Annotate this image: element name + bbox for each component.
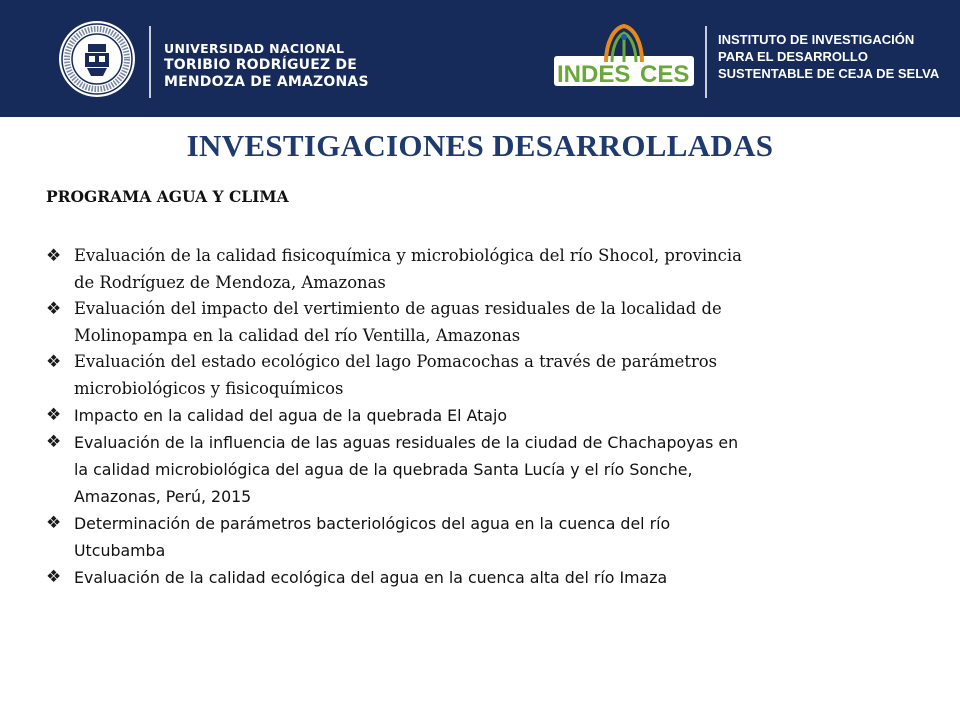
university-name-line1: UNIVERSIDAD NACIONAL	[164, 41, 345, 56]
research-list	[46, 243, 926, 591]
list-item: ❖ Evaluación del estado ecológico del lago Pomacochas a través de parámetros microbiológicos y fisicoquímicos	[46, 349, 926, 402]
header-divider-right	[705, 26, 707, 98]
university-name	[164, 41, 369, 91]
indes-ces-logo	[554, 22, 694, 90]
diamond-star-icon: ❖	[46, 246, 62, 266]
list-item: ❖ Impacto en la calidad del agua de la quebrada El Atajo	[46, 402, 926, 429]
list-item: ❖ Determinación de parámetros bacteriológicos del agua en la cuenca del río Utcubamba	[46, 510, 926, 564]
diamond-star-icon: ❖	[46, 513, 62, 533]
university-name-line2: TORIBIO RODRÍGUEZ DE	[164, 57, 358, 73]
diamond-star-icon: ❖	[46, 405, 62, 425]
program-heading: PROGRAMA AGUA Y CLIMA	[46, 187, 289, 206]
diamond-star-icon: ❖	[46, 352, 62, 372]
list-item: ❖ Evaluación del impacto del vertimiento de aguas residuales de la localidad de Molinopampa en la calidad del río Ventilla, Amazonas	[46, 296, 926, 349]
svg-text:INDES: INDES	[557, 61, 631, 88]
institute-name-line2: PARA EL DESARROLLO	[718, 49, 868, 64]
institute-name-line1: INSTITUTO DE INVESTIGACIÓN	[718, 32, 915, 47]
university-name-line3: MENDOZA DE AMAZONAS	[164, 74, 369, 90]
list-item: ❖ Evaluación de la calidad ecológica del agua en la cuenca alta del río Imaza	[46, 564, 926, 591]
svg-text:CES: CES	[640, 61, 690, 88]
diamond-star-icon: ❖	[46, 567, 62, 587]
header-divider	[149, 26, 151, 98]
diamond-star-icon: ❖	[46, 299, 62, 319]
header-banner	[0, 0, 960, 117]
institute-name-line3: SUSTENTABLE DE CEJA DE SELVA	[718, 66, 940, 81]
university-seal-icon	[58, 20, 136, 98]
list-item: ❖ Evaluación de la calidad fisicoquímica y microbiológica del río Shocol, provincia de Rodríguez de Mendoza, Amazonas	[46, 243, 926, 296]
institute-name	[718, 31, 939, 82]
diamond-star-icon: ❖	[46, 432, 62, 452]
list-item: ❖ Evaluación de la influencia de las aguas residuales de la ciudad de Chachapoyas en la calidad microbiológica del agua de la quebrada Santa Lucía y el río Sonche, Amazonas, Perú, 2015	[46, 429, 926, 510]
page-title: INVESTIGACIONES DESARROLLADAS	[186, 128, 774, 163]
